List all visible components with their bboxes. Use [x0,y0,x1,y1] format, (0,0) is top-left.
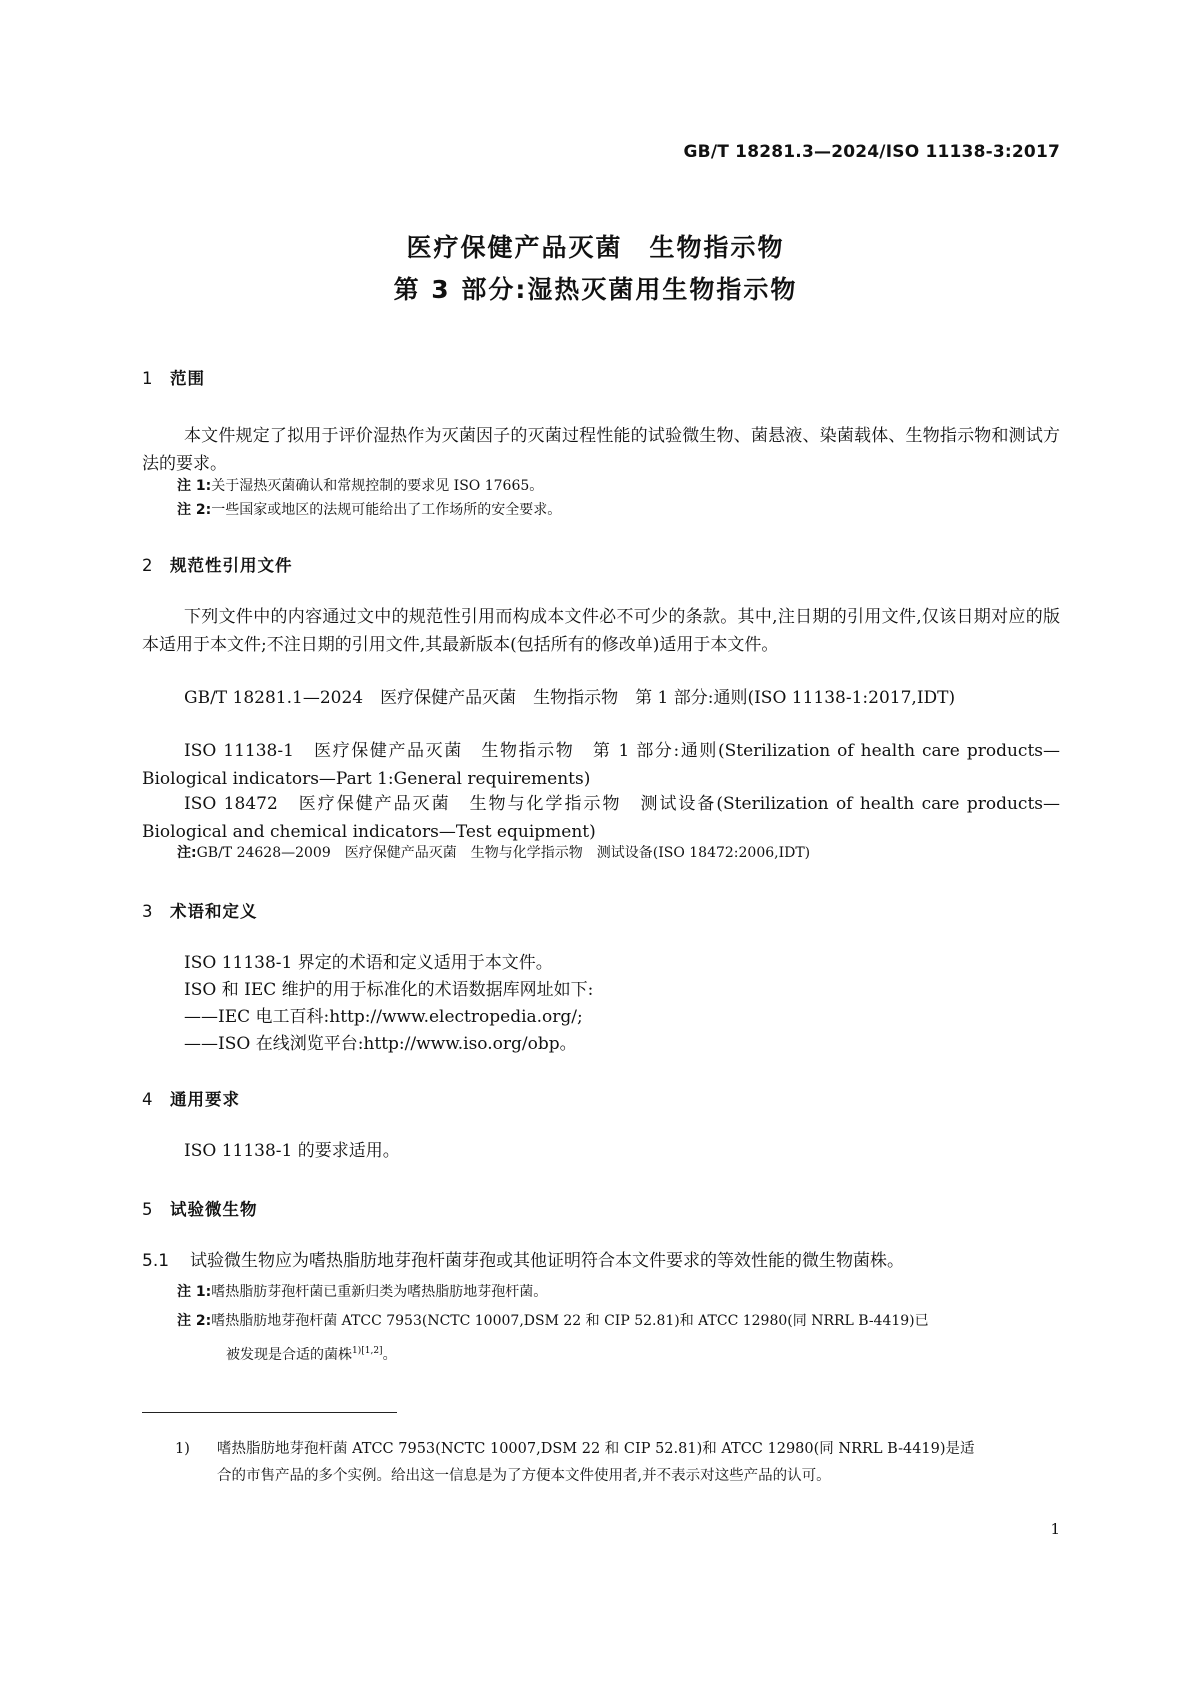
normative-ref-1: GB/T 18281.1—2024 医疗保健产品灭菌 生物指示物 第 1 部分:通则(ISO 11138-1:2017,IDT) [184,688,956,708]
note-text: GB/T 24628—2009 医疗保健产品灭菌 生物与化学指示物 测试设备(ISO 18472:2006,IDT) [196,845,811,861]
note-label: 注 2: [177,502,212,518]
section-4-heading [142,1086,240,1110]
section-1-heading [142,365,205,389]
section-5-note-1 [177,1280,1057,1304]
section-2-heading [142,552,293,576]
section-title: 规范性引用文件 [170,556,293,575]
section-number: 4 [142,1090,154,1109]
section-5-heading [142,1196,258,1220]
note-end: 。 [382,1347,397,1363]
section-number: 1 [142,369,154,388]
footnote-marker: 1) [175,1441,190,1457]
section-3-heading [142,898,258,922]
note-label: 注 1: [177,478,212,494]
note-text: 嗜热脂肪芽孢杆菌已重新归类为嗜热脂肪地芽孢杆菌。 [211,1284,548,1300]
section-number: 2 [142,556,154,575]
title-line-2: 第 3 部分:湿热灭菌用生物指示物 [393,275,798,304]
section-2-body: 下列文件中的内容通过文中的规范性引用而构成本文件必不可少的条款。其中,注日期的引用文件,仅该日期对应的版本适用于本文件;不注日期的引用文件,其最新版本(包括所有的修改单)适用于本文件。 [142,607,1060,655]
section-3-line-1: ISO 11138-1 界定的术语和定义适用于本文件。 [184,953,553,973]
note-text: 嗜热脂肪地芽孢杆菌 ATCC 7953(NCTC 10007,DSM 22 和 CIP 52.81)和 ATCC 12980(同 NRRL B-4419)已 [211,1313,929,1329]
section-title: 试验微生物 [170,1200,258,1219]
normative-ref-3: ISO 18472 医疗保健产品灭菌 生物与化学指示物 测试设备(Sterilization of health care products—Biological and chemical indicators—Test equipment) [142,794,1060,842]
section-1-note-2 [177,498,1057,522]
footnote-divider [142,1412,397,1413]
footnote-text-cont: 合的市售产品的多个实例。给出这一信息是为了方便本文件使用者,并不表示对这些产品的认可。 [217,1468,831,1484]
footnote-ref[interactable]: 1)[1,2] [352,1346,383,1356]
section-5-note-2 [177,1306,1057,1370]
note-label: 注 1: [177,1284,212,1300]
note-continuation [177,1336,1057,1370]
standard-code: GB/T 18281.3—2024/ISO 11138-3:2017 [683,142,1060,162]
note-text: 关于湿热灭菌确认和常规控制的要求见 ISO 17665。 [211,478,544,494]
note-label: 注 2: [177,1313,212,1329]
section-3-line-2: ISO 和 IEC 维护的用于标准化的术语数据库网址如下: [184,980,594,1000]
clause-5-1 [142,1248,1060,1275]
section-1-body: 本文件规定了拟用于评价湿热作为灭菌因子的灭菌过程性能的试验微生物、菌悬液、染菌载体、生物指示物和测试方法的要求。 [142,426,1060,474]
note-label: 注: [177,845,197,861]
footnote-text: 嗜热脂肪地芽孢杆菌 ATCC 7953(NCTC 10007,DSM 22 和 CIP 52.81)和 ATCC 12980(同 NRRL B-4419)是适 [217,1441,975,1457]
section-4-body: ISO 11138-1 的要求适用。 [184,1141,400,1161]
footnote-1 [175,1436,1060,1490]
title-line-1: 医疗保健产品灭菌 生物指示物 [406,233,785,262]
section-1-note-1 [177,474,1057,498]
section-number: 5 [142,1200,154,1219]
section-title: 通用要求 [170,1090,240,1109]
page-number: 1 [1050,1520,1060,1538]
note-text: 一些国家或地区的法规可能给出了工作场所的安全要求。 [211,502,562,518]
clause-number: 5.1 [142,1251,170,1271]
note-text-cont: 被发现是合适的菌株 [226,1347,352,1363]
section-number: 3 [142,902,154,921]
section-title: 术语和定义 [170,902,258,921]
section-2-note [177,841,1057,865]
section-3-iec-link: ——IEC 电工百科:http://www.electropedia.org/; [184,1007,583,1027]
section-3-iso-link: ——ISO 在线浏览平台:http://www.iso.org/obp。 [184,1034,577,1054]
clause-text: 试验微生物应为嗜热脂肪地芽孢杆菌芽孢或其他证明符合本文件要求的等效性能的微生物菌株。 [190,1251,904,1271]
section-title: 范围 [170,369,205,388]
normative-ref-2: ISO 11138-1 医疗保健产品灭菌 生物指示物 第 1 部分:通则(Sterilization of health care products—Biological indicators—Part 1:General requirements) [142,741,1060,789]
